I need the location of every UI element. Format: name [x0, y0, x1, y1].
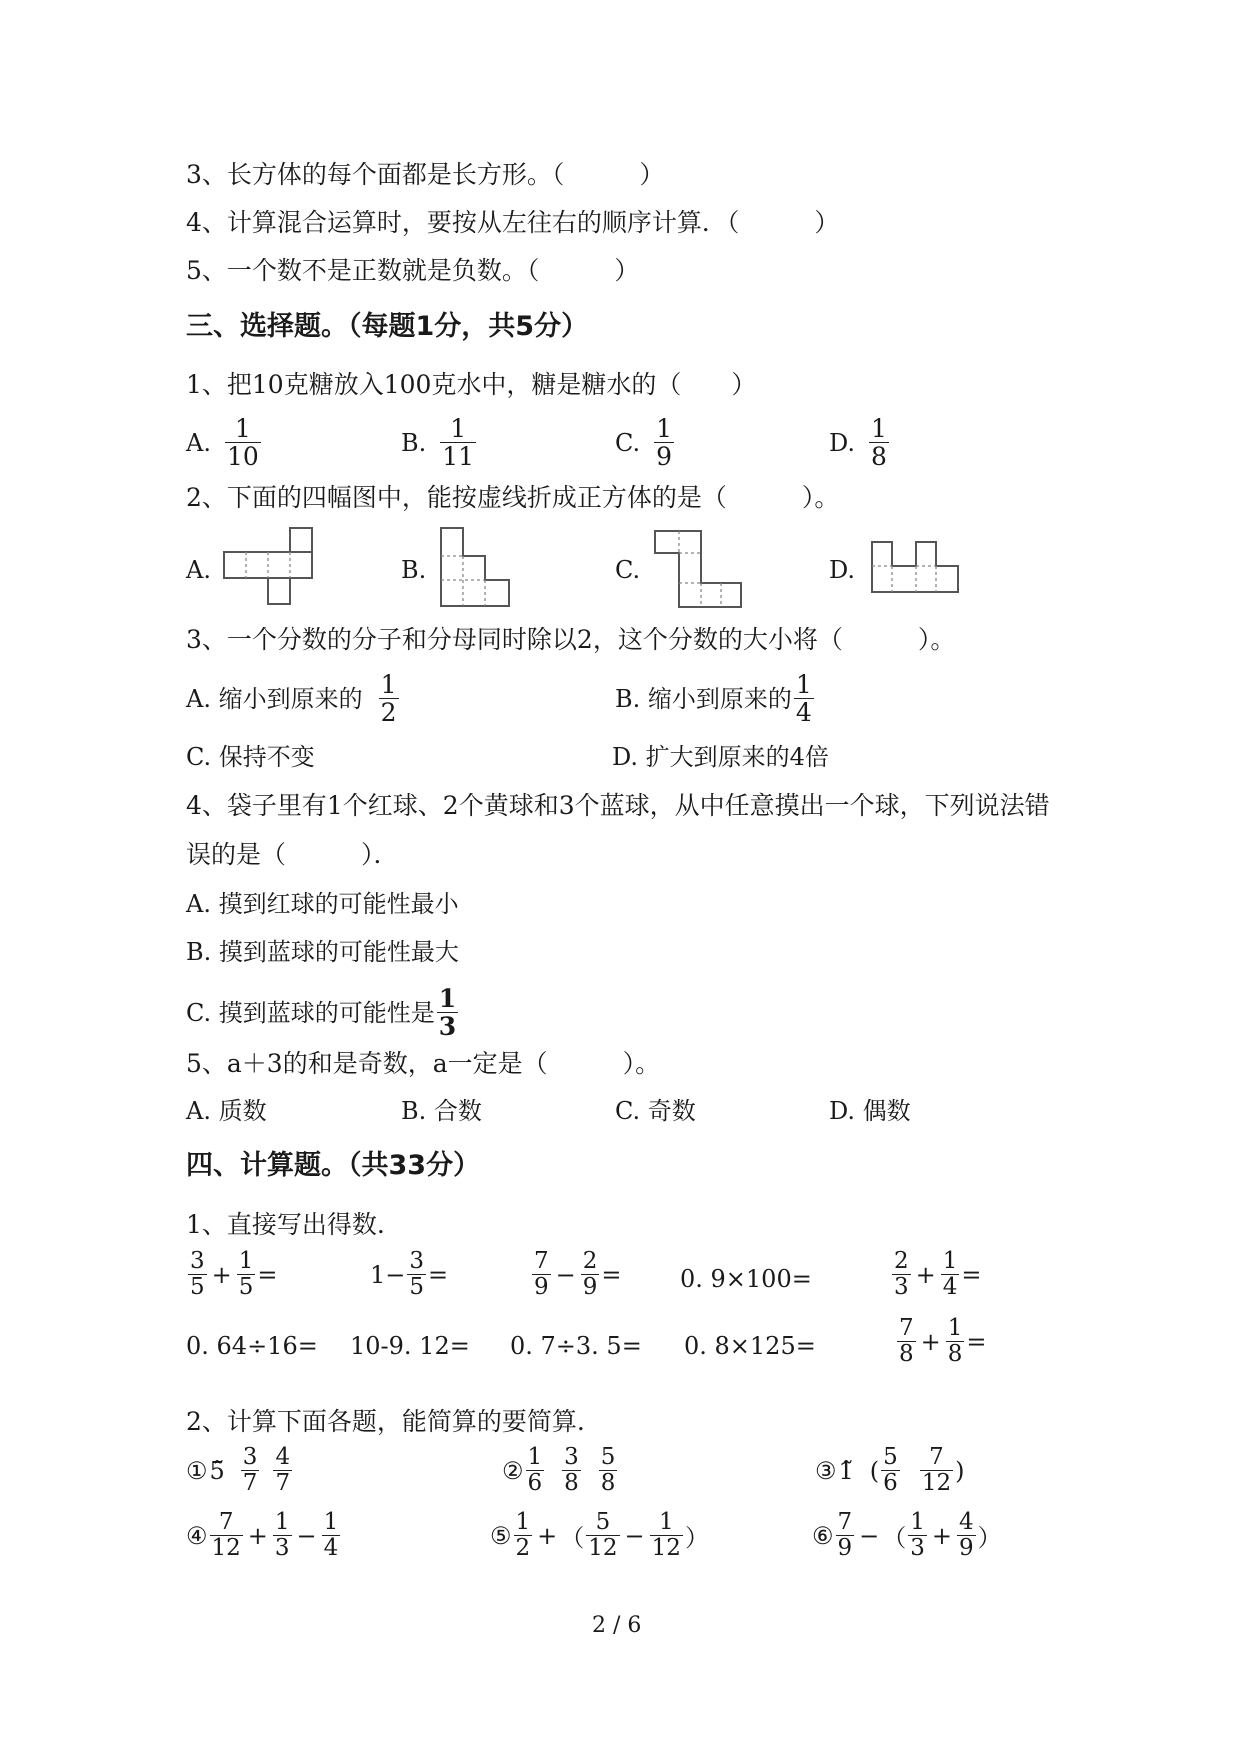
denominator: 12 — [651, 1535, 681, 1561]
fraction — [407, 1249, 426, 1300]
choice-question-4-line-1: 4、袋子里有1个红球、2个黄球和3个蓝球，从中任意摸出一个球，下列说法错 — [186, 791, 1050, 820]
fraction — [532, 1249, 551, 1300]
operator: + — [247, 1521, 268, 1550]
fraction — [514, 1510, 533, 1561]
option-text: B. 缩小到原来的 — [615, 684, 792, 713]
numerator: 1 — [656, 414, 673, 443]
option-label: C. — [615, 428, 641, 457]
fraction — [654, 415, 674, 470]
operator: + — [920, 1327, 941, 1356]
option-text: A. 缩小到原来的 — [186, 684, 363, 713]
page-number: 2 / 6 — [592, 1613, 642, 1638]
denominator: 4 — [795, 698, 812, 727]
right-paren: ） — [977, 1524, 1002, 1552]
left-paren: （ — [882, 1524, 907, 1552]
denominator: 9 — [656, 442, 673, 471]
numerator: 4 — [959, 1509, 974, 1535]
oral-calc-r1-e3 — [530, 1249, 622, 1300]
denominator: 6 — [527, 1470, 543, 1496]
fraction — [946, 1316, 965, 1367]
judge-question-5: 5、一个数不是正数就是负数。（ ） — [186, 256, 640, 285]
denominator: 8 — [871, 442, 887, 471]
equals-sign: = — [601, 1260, 622, 1289]
choice-5-option-d: D. 偶数 — [829, 1097, 911, 1125]
item-number: ① — [186, 1456, 208, 1485]
left-paren: ( — [869, 1456, 880, 1485]
denominator: 5 — [190, 1274, 205, 1300]
denominator: 10 — [226, 442, 259, 471]
numerator: 1 — [274, 1509, 290, 1535]
garbled-glyph: 5̃ — [209, 1456, 225, 1485]
option-label: D. — [829, 428, 856, 457]
denominator: 9 — [534, 1274, 549, 1300]
choice-question-4-line-2: 误的是（ ）． — [186, 840, 399, 869]
option-label: B. — [401, 428, 427, 457]
choice-2-option-a: A. — [186, 556, 211, 584]
oral-calc-r1-e4: 0. 9×100= — [680, 1265, 812, 1293]
oral-calc-r2-e2: 10-9. 12= — [350, 1332, 470, 1360]
item-number: ③ — [815, 1456, 837, 1485]
numerator: 1 — [947, 1315, 963, 1341]
choice-question-2: 2、下面的四幅图中，能按虚线折成正方体的是（ ）。 — [186, 483, 840, 512]
numerator: 1 — [238, 1248, 254, 1274]
numerator: 1 — [658, 1509, 674, 1535]
judge-question-3: 3、长方体的每个面都是长方形。（ ） — [186, 160, 665, 189]
option-text: C. 摸到蓝球的可能性是 — [186, 998, 435, 1027]
denominator: 7 — [242, 1470, 258, 1496]
numerator: 1 — [910, 1509, 925, 1535]
denominator: 7 — [275, 1470, 291, 1496]
right-paren: ) — [955, 1456, 965, 1485]
denominator: 9 — [837, 1535, 853, 1561]
item-number: ② — [502, 1456, 524, 1485]
denominator: 5 — [238, 1274, 254, 1300]
numerator: 4 — [275, 1444, 291, 1470]
numerator: 7 — [534, 1248, 549, 1274]
denominator: 11 — [442, 442, 475, 471]
choice-2-option-b: B. — [401, 556, 427, 584]
fraction — [881, 1445, 900, 1496]
denominator: 3 — [274, 1535, 290, 1561]
operator: − — [624, 1521, 645, 1550]
choice-4-option-b: B. 摸到蓝球的可能性最大 — [186, 938, 459, 966]
fraction — [322, 1510, 341, 1561]
equals-sign: = — [257, 1260, 278, 1289]
fraction — [920, 1445, 953, 1496]
choice-1-option-c — [615, 415, 676, 470]
denominator: 12 — [588, 1535, 618, 1561]
denominator: 8 — [947, 1341, 963, 1367]
choice-1-option-b — [401, 415, 478, 470]
numerator: 7 — [929, 1444, 944, 1470]
fraction — [581, 1249, 600, 1300]
numerator: 1 — [438, 984, 457, 1013]
simplify-item-2 — [502, 1445, 619, 1496]
numerator: 3 — [190, 1248, 205, 1274]
denominator: 12 — [921, 1470, 952, 1496]
denominator: 2 — [380, 698, 397, 727]
fraction — [440, 415, 476, 470]
fraction — [650, 1510, 683, 1561]
simplify-item-4 — [186, 1510, 342, 1561]
item-number: ⑤ — [490, 1521, 512, 1550]
operator: − — [555, 1260, 576, 1289]
denominator: 4 — [323, 1535, 339, 1561]
fraction — [241, 1445, 260, 1496]
fraction — [225, 415, 261, 470]
numerator: 7 — [899, 1315, 914, 1341]
choice-4-option-a: A. 摸到红球的可能性最小 — [186, 890, 459, 918]
calc-question-1: 1、直接写出得数. — [186, 1210, 385, 1239]
section-title-choice: 三、选择题。（每题1分，共5分） — [186, 311, 589, 342]
calc-question-2: 2、计算下面各题，能简算的要简算. — [186, 1407, 585, 1436]
choice-5-option-a: A. 质数 — [186, 1097, 267, 1125]
numerator: 1 — [450, 414, 467, 443]
judge-question-4: 4、计算混合运算时，要按从左往右的顺序计算．（ ） — [186, 208, 840, 237]
fraction — [210, 1510, 243, 1561]
choice-3-option-c: C. 保持不变 — [186, 743, 315, 771]
choice-question-3: 3、一个分数的分子和分母同时除以2，这个分数的大小将（ ）。 — [186, 625, 956, 654]
choice-5-option-c: C. 奇数 — [615, 1097, 696, 1125]
numerator: 1 — [380, 670, 397, 699]
choice-question-1: 1、把10克糖放入100克水中，糖是糖水的（ ） — [186, 370, 757, 399]
operator: + — [537, 1521, 558, 1550]
denominator: 5 — [409, 1274, 425, 1300]
numerator: 7 — [837, 1509, 853, 1535]
fraction — [188, 1249, 207, 1300]
oral-calc-r2-e3: 0. 7÷3. 5= — [510, 1332, 642, 1360]
numerator: 2 — [582, 1248, 598, 1274]
simplify-item-6 — [812, 1510, 1002, 1561]
section-title-calculation: 四、计算题。（共33分） — [186, 1150, 481, 1181]
numerator: 3 — [409, 1248, 425, 1274]
denominator: 4 — [942, 1274, 958, 1300]
fraction — [957, 1510, 976, 1561]
choice-3-option-d: D. 扩大到原来的4倍 — [612, 743, 829, 771]
operator: + — [915, 1260, 936, 1289]
fraction — [437, 985, 458, 1040]
numerator: 5 — [600, 1444, 616, 1470]
choice-3-option-b — [615, 671, 816, 726]
operator: + — [211, 1260, 232, 1289]
denominator: 8 — [899, 1341, 914, 1367]
operator: − — [296, 1521, 317, 1550]
simplify-item-5 — [490, 1510, 709, 1561]
equals-sign: = — [966, 1327, 987, 1356]
denominator: 6 — [883, 1470, 898, 1496]
numerator: 1 — [871, 414, 887, 443]
fraction — [273, 1445, 292, 1496]
minuend: 1− — [370, 1260, 406, 1289]
denominator: 2 — [515, 1535, 531, 1561]
numerator: 1 — [942, 1248, 958, 1274]
numerator: 1 — [515, 1509, 531, 1535]
denominator: 3 — [910, 1535, 925, 1561]
fraction — [897, 1316, 916, 1367]
left-paren: （ — [560, 1524, 585, 1552]
fraction — [794, 671, 814, 726]
numerator: 1 — [323, 1509, 339, 1535]
numerator: 3 — [564, 1444, 579, 1470]
fraction — [273, 1510, 292, 1561]
numerator: 5 — [595, 1509, 611, 1535]
choice-2-option-c: C. — [615, 556, 641, 584]
right-paren: ） — [684, 1524, 709, 1552]
operator: + — [931, 1521, 953, 1550]
cube-net-d-figure — [870, 540, 960, 596]
numerator: 1 — [527, 1444, 543, 1470]
simplify-item-3 — [815, 1445, 964, 1496]
option-label: A. — [186, 428, 211, 457]
cube-net-b-figure — [439, 526, 515, 610]
denominator: 3 — [894, 1274, 909, 1300]
fraction — [237, 1249, 256, 1300]
numerator: 5 — [883, 1444, 898, 1470]
oral-calc-r2-e4: 0. 8×125= — [684, 1332, 816, 1360]
denominator: 12 — [211, 1535, 241, 1561]
denominator: 8 — [564, 1470, 579, 1496]
fraction — [599, 1445, 618, 1496]
choice-5-option-b: B. 合数 — [401, 1097, 482, 1125]
oral-calc-r2-e5 — [895, 1316, 987, 1367]
garbled-glyph: 1̃ — [838, 1456, 854, 1485]
fraction — [869, 415, 889, 470]
item-number: ④ — [186, 1521, 208, 1550]
choice-1-option-a — [186, 415, 263, 470]
denominator: 8 — [600, 1470, 616, 1496]
fraction — [836, 1510, 855, 1561]
fraction — [908, 1510, 927, 1561]
equals-sign: = — [428, 1260, 449, 1289]
fraction — [379, 671, 399, 726]
oral-calc-r1-e5 — [890, 1249, 982, 1300]
cube-net-a-figure — [222, 526, 318, 608]
denominator: 9 — [959, 1535, 974, 1561]
choice-question-5: 5、a＋3的和是奇数，a一定是（ ）。 — [186, 1049, 661, 1078]
fraction — [526, 1445, 545, 1496]
choice-2-option-d: D. — [829, 556, 856, 584]
fraction — [892, 1249, 911, 1300]
fraction — [562, 1445, 581, 1496]
oral-calc-r2-e1: 0. 64÷16= — [186, 1332, 318, 1360]
equals-sign: = — [961, 1260, 982, 1289]
choice-4-option-c — [186, 985, 460, 1040]
operator: − — [859, 1521, 880, 1550]
numerator: 1 — [795, 670, 812, 699]
fraction — [941, 1249, 960, 1300]
oral-calc-r1-e2 — [370, 1249, 448, 1300]
denominator: 9 — [582, 1274, 598, 1300]
numerator: 7 — [218, 1509, 234, 1535]
oral-calc-r1-e1 — [186, 1249, 278, 1300]
numerator: 1 — [234, 414, 251, 443]
fraction — [586, 1510, 619, 1561]
cube-net-c-figure — [653, 529, 747, 611]
choice-1-option-d — [829, 415, 891, 470]
denominator: 3 — [438, 1012, 457, 1041]
numerator: 2 — [894, 1248, 909, 1274]
simplify-item-1 — [186, 1445, 294, 1496]
numerator: 3 — [242, 1444, 258, 1470]
choice-3-option-a — [186, 671, 401, 726]
item-number: ⑥ — [812, 1521, 834, 1550]
